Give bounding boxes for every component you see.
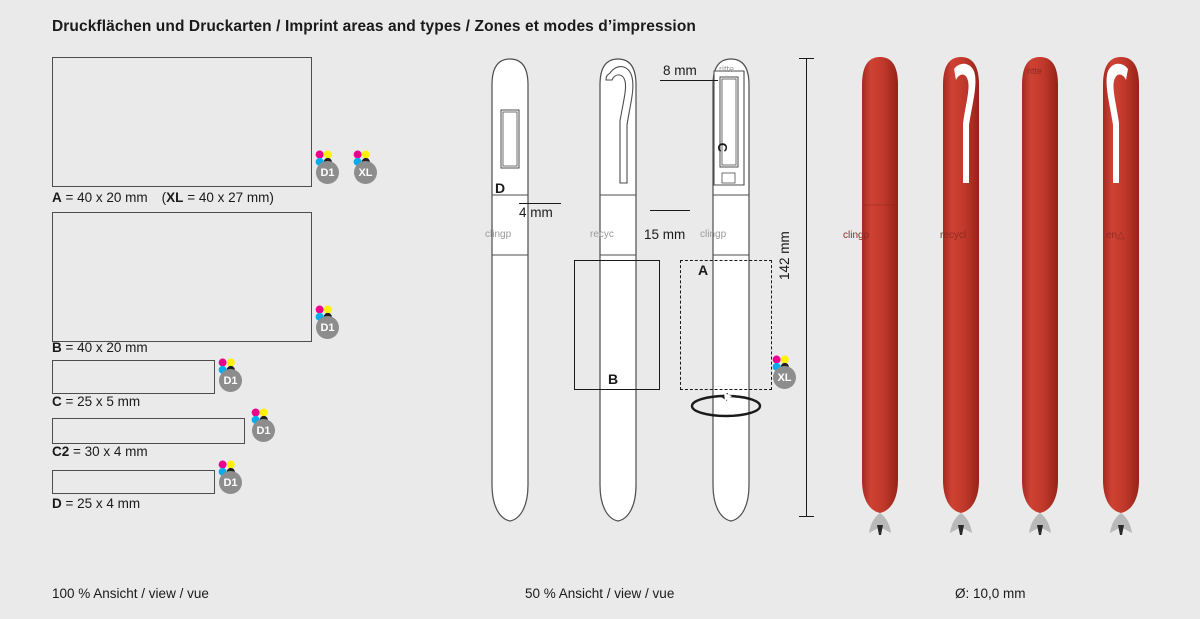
mark-group-c2 bbox=[249, 408, 295, 442]
imprint-area-caption-c2 bbox=[52, 444, 148, 459]
mark-group-d bbox=[216, 460, 262, 494]
dim-line-8mm bbox=[660, 80, 718, 81]
badge-d1-c2: D1 bbox=[252, 419, 275, 442]
badge-d1-d: D1 bbox=[219, 471, 242, 494]
mark-group-c bbox=[216, 358, 262, 392]
imprint-area-size-d: = 25 x 4 mm bbox=[61, 496, 141, 511]
red-pen-4 bbox=[1090, 55, 1152, 535]
imprint-area-id-c: C bbox=[52, 394, 62, 409]
pen-outline-1 bbox=[470, 55, 550, 525]
red-pen-1 bbox=[850, 55, 910, 535]
imprint-area-caption-b bbox=[52, 340, 148, 355]
pen-label-b: B bbox=[608, 371, 619, 387]
clip-brand-text: ritte bbox=[719, 64, 735, 74]
badge-d1-c: D1 bbox=[219, 369, 242, 392]
recycling-text-1: clingp bbox=[485, 229, 512, 240]
badge-d1-a: D1 bbox=[316, 161, 339, 184]
red-pen-3 bbox=[1010, 55, 1070, 535]
dim-line-15mm bbox=[650, 210, 690, 211]
red-pen-2-text: recycl bbox=[940, 230, 967, 241]
imprint-area-id-b: B bbox=[52, 340, 62, 355]
red-pen-3-clip-text: ritte bbox=[1027, 66, 1043, 76]
imprint-area-box-d bbox=[52, 470, 215, 494]
footer-center: 50 % Ansicht / view / vue bbox=[525, 586, 675, 601]
imprint-area-id-a: A bbox=[52, 190, 62, 205]
imprint-area-size-c: = 25 x 5 mm bbox=[61, 394, 141, 409]
red-pen-4-text: en△ bbox=[1106, 230, 1125, 241]
imprint-area-xl-size: = 40 x 27 mm bbox=[183, 190, 270, 205]
imprint-area-box-c2 bbox=[52, 418, 245, 444]
dim-line-142mm bbox=[806, 58, 807, 516]
imprint-area-box-b bbox=[52, 212, 312, 342]
dim-text-142mm: 142 mm bbox=[777, 231, 792, 280]
rotation-arrow-icon bbox=[684, 392, 768, 422]
imprint-area-caption-c bbox=[52, 394, 140, 409]
imprint-area-size-a: = 40 x 20 mm bbox=[61, 190, 148, 205]
imprint-area-xl-label: XL bbox=[166, 190, 184, 205]
mark-group-b bbox=[313, 305, 359, 339]
red-pen-2 bbox=[930, 55, 992, 535]
badge-xl-a: XL bbox=[354, 161, 377, 184]
imprint-area-box-c bbox=[52, 360, 215, 394]
imprint-area-size-b: = 40 x 20 mm bbox=[61, 340, 148, 355]
dim-text-4mm: 4 mm bbox=[519, 205, 553, 220]
footer-right: Ø: 10,0 mm bbox=[955, 586, 1026, 601]
badge-d1-b: D1 bbox=[316, 316, 339, 339]
mark-group-xl-a bbox=[770, 355, 816, 389]
imprint-area-box-a bbox=[52, 57, 312, 187]
recycling-text-2: recyc bbox=[590, 229, 614, 240]
pen-label-d: D bbox=[495, 180, 506, 196]
pen-label-c: C bbox=[715, 142, 731, 153]
imprint-area-id-d: D bbox=[52, 496, 62, 511]
dim-text-15mm: 15 mm bbox=[644, 227, 686, 242]
page-title: Druckflächen und Druckarten / Imprint areas and types / Zones et modes d’impression bbox=[52, 18, 696, 35]
imprint-area-size-c2: = 30 x 4 mm bbox=[69, 444, 148, 459]
mark-group-a bbox=[313, 150, 385, 184]
red-pen-1-text: clingp bbox=[843, 230, 870, 241]
imprint-overlay-a bbox=[680, 260, 772, 390]
imprint-area-caption-d bbox=[52, 496, 140, 511]
dim-cap-top bbox=[799, 58, 814, 59]
badge-xl-pen: XL bbox=[773, 366, 796, 389]
footer-left: 100 % Ansicht / view / vue bbox=[52, 586, 209, 601]
imprint-area-id-c2: C2 bbox=[52, 444, 70, 459]
dim-line-4mm bbox=[519, 203, 561, 204]
pen-label-a: A bbox=[698, 262, 709, 278]
dim-text-8mm: 8 mm bbox=[663, 63, 697, 78]
dim-cap-bottom bbox=[799, 516, 814, 517]
recycling-text-3: clingp bbox=[700, 229, 727, 240]
imprint-area-caption-a: A = 40 x 20 mm (XL = 40 x 27 mm) bbox=[52, 190, 274, 205]
